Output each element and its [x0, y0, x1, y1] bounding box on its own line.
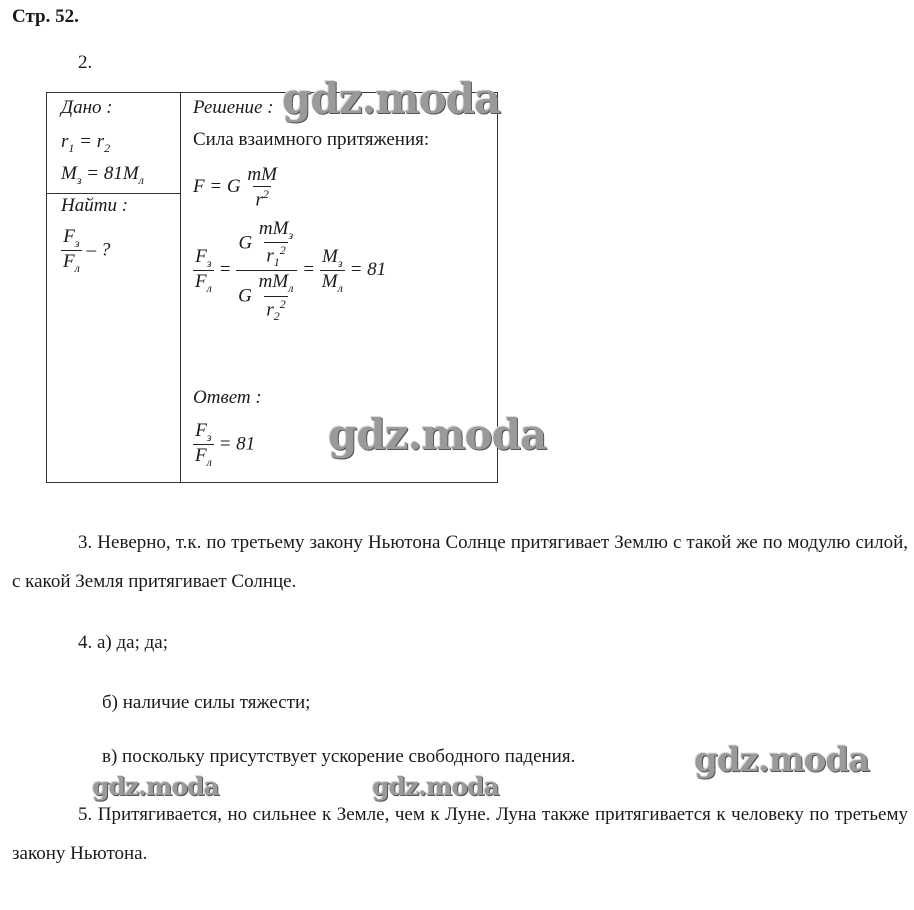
table-divider-horizontal: [47, 193, 180, 194]
watermark-4: gdz.moda: [92, 772, 219, 801]
given-title: Дано :: [61, 97, 113, 118]
given-mass-relation: $M_з = 81M_л$: [61, 163, 144, 187]
solution-title: Решение :: [193, 97, 274, 118]
watermark-5: gdz.moda: [372, 772, 499, 801]
table-divider-vertical: [180, 93, 181, 482]
force-ratio-equation: $\frac{F_з}{F_л}$ = G $\frac{mM_з}{r_1^2}$ G $\frac{mM_л}{r_2^2}$ = $\frac{M_з}{M_л}$ = 81: [195, 218, 387, 323]
task-4-c: в) поскольку присутствует ускорение свободного падения.: [102, 746, 576, 767]
answer-expression: $\frac{F_з}{F_л}$ = 81: [195, 420, 256, 470]
page-header: Стр. 52.: [12, 6, 79, 27]
watermark-3: gdz.moda: [694, 740, 870, 780]
task-5-text: 5. Притягивается, но сильнее к Земле, чем к Луне. Луна также притягивается к человеку по третьему закону Ньютона.: [12, 804, 908, 864]
task-3-text: 3. Неверно, т.к. по третьему закону Ньютона Солнце притягивает Землю с такой же по модулю силой, с какой Земля притягивает Солнце.: [12, 532, 908, 592]
task-4-a: 4. а) да; да;: [78, 632, 169, 653]
task-2-number: 2.: [78, 52, 93, 73]
watermark-1: gdz.moda: [282, 74, 501, 123]
solution-text: Сила взаимного притяжения:: [193, 129, 430, 150]
task-4-b: б) наличие силы тяжести;: [102, 692, 311, 713]
given-radius-equality: $r_1 = r_2$: [61, 131, 111, 155]
answer-title: Ответ :: [193, 387, 262, 408]
watermark-2: gdz.moda: [328, 410, 547, 459]
find-title: Найти :: [61, 195, 129, 216]
gravity-formula: F = G $\frac{mM}{r^2}$: [193, 164, 277, 211]
find-expression: $\frac{F_з}{F_л}$ – ?: [63, 226, 111, 276]
